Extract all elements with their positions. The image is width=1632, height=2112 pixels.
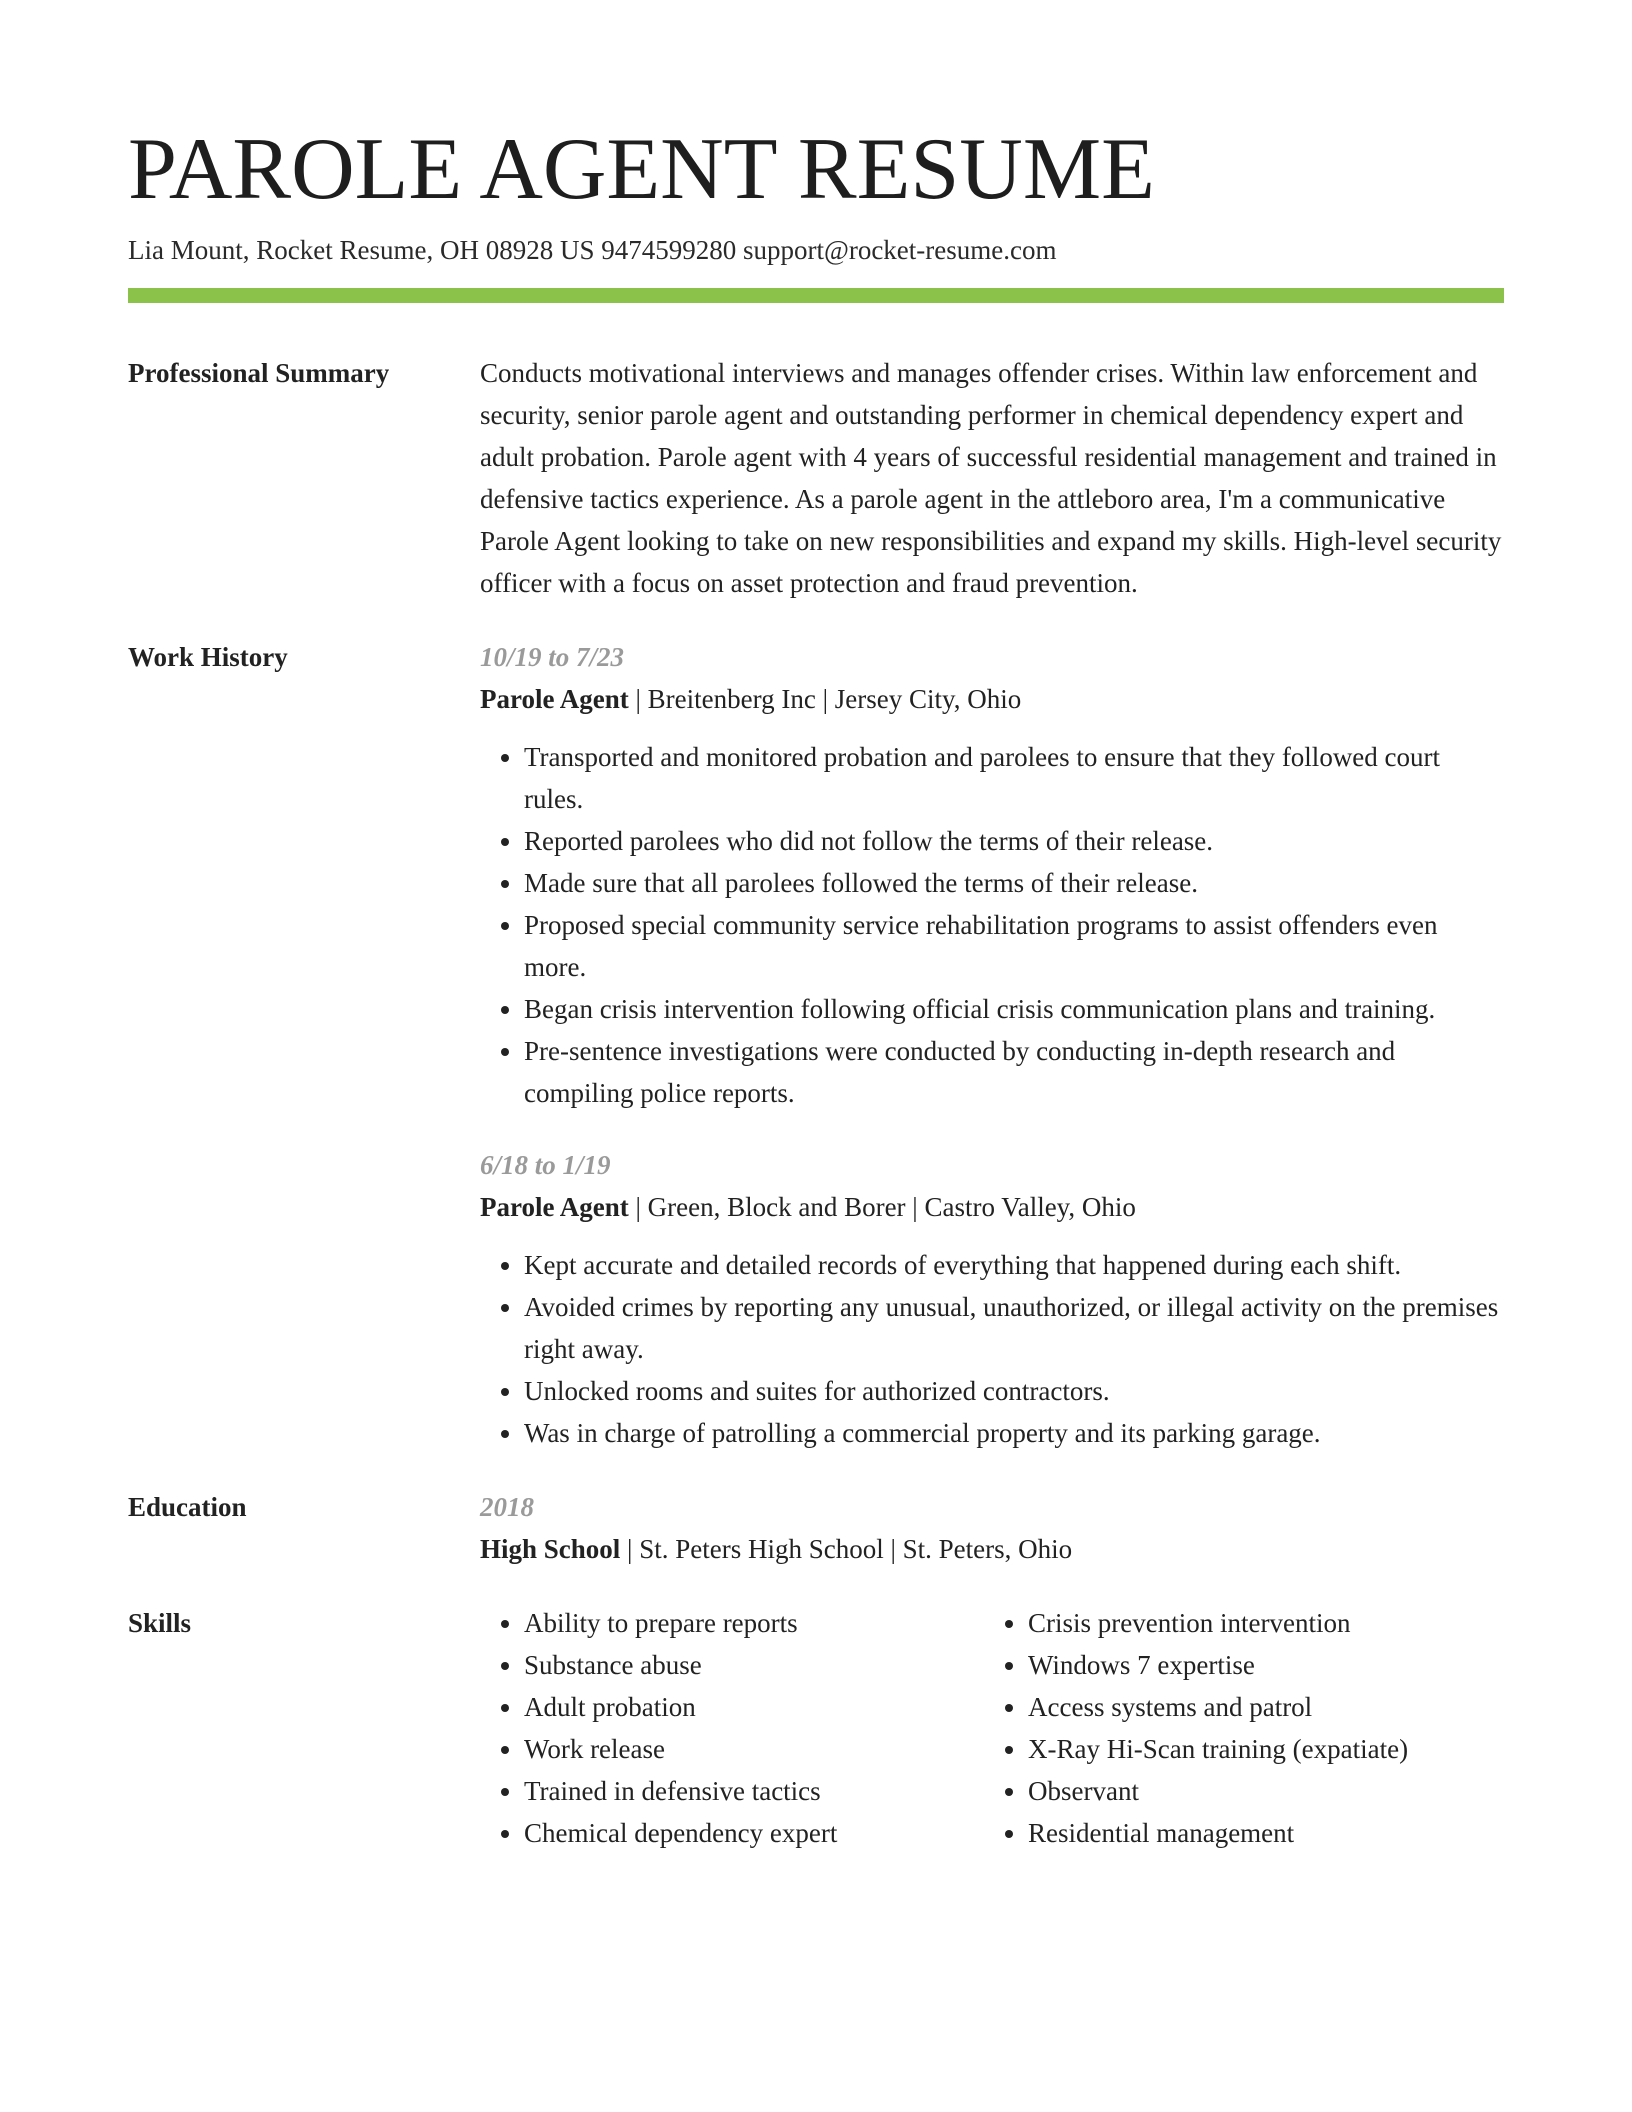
education-heading (480, 1528, 1504, 1570)
list-item: • Transported and monitored probation and parolees to ensure that they followed court rules. (524, 736, 1504, 820)
education-degree: High School (480, 1534, 621, 1564)
job-entry (480, 1144, 1504, 1454)
skill-item: • Ability to prepare reports (524, 1602, 984, 1644)
section-label-summary: Professional Summary (128, 358, 390, 388)
list-item: • Began crisis intervention following official crisis communication plans and training. (524, 988, 1504, 1030)
accent-divider (128, 288, 1504, 303)
skill-item: • Observant (1028, 1770, 1528, 1812)
section-label-education: Education (128, 1492, 247, 1522)
job-heading (480, 1186, 1504, 1228)
job-title: Parole Agent (480, 1192, 629, 1222)
skill-item: • Access systems and patrol (1028, 1686, 1528, 1728)
skill-item: • Adult probation (524, 1686, 984, 1728)
section-label-work: Work History (128, 642, 288, 672)
contact-line: Lia Mount, Rocket Resume, OH 08928 US 9474599280 support@rocket-resume.com (128, 235, 1057, 265)
job-bullet-list (480, 736, 1504, 1114)
skills-body (480, 1602, 1528, 1854)
skill-item: • Chemical dependency expert (524, 1812, 984, 1854)
skill-item: • Crisis prevention intervention (1028, 1602, 1528, 1644)
job-dates: 10/19 to 7/23 (480, 642, 625, 672)
skill-item: • Residential management (1028, 1812, 1528, 1854)
skill-item: • X-Ray Hi-Scan training (expatiate) (1028, 1728, 1528, 1770)
education-details: | St. Peters High School | St. Peters, Ohio (620, 1534, 1073, 1564)
education-year: 2018 (480, 1492, 534, 1522)
list-item: • Pre-sentence investigations were conducted by conducting in-depth research and compiling police reports. (524, 1030, 1504, 1114)
summary-text: Conducts motivational interviews and manages offender crises. Within law enforcement and security, senior parole agent and outstanding performer in chemical dependency expert and adult probation. Parole agent with 4 years of successful residential management and trained in defensive tactics experience. As a parole agent in the attleboro area, I'm a communicative Parole Agent looking to take on new responsibilities and expand my skills. High-level security officer with a focus on asset protection and fraud prevention. (480, 358, 1502, 598)
job-title: Parole Agent (480, 684, 629, 714)
work-history-section (128, 636, 1504, 1454)
skill-item: • Trained in defensive tactics (524, 1770, 984, 1812)
list-item: • Reported parolees who did not follow the terms of their release. (524, 820, 1504, 862)
job-bullet-list (480, 1244, 1504, 1454)
summary-section (128, 352, 1504, 604)
section-label-skills: Skills (128, 1608, 192, 1638)
education-section (128, 1486, 1504, 1570)
education-body (480, 1486, 1504, 1570)
list-item: • Unlocked rooms and suites for authorized contractors. (524, 1370, 1504, 1412)
skill-item: • Substance abuse (524, 1644, 984, 1686)
job-heading (480, 678, 1504, 720)
list-item: • Kept accurate and detailed records of everything that happened during each shift. (524, 1244, 1504, 1286)
skills-list-left (480, 1602, 984, 1854)
list-item: • Was in charge of patrolling a commercial property and its parking garage. (524, 1412, 1504, 1454)
resume-title: PAROLE AGENT RESUME (128, 121, 1155, 218)
job-dates: 6/18 to 1/19 (480, 1150, 611, 1180)
job-entry (480, 636, 1504, 1114)
list-item: • Made sure that all parolees followed the terms of their release. (524, 862, 1504, 904)
skill-item: • Windows 7 expertise (1028, 1644, 1528, 1686)
resume-page (128, 120, 1504, 1854)
job-details: | Breitenberg Inc | Jersey City, Ohio (628, 684, 1022, 714)
work-history-body (480, 636, 1504, 1454)
skills-list-right (984, 1602, 1528, 1854)
list-item: • Proposed special community service rehabilitation programs to assist offenders even more. (524, 904, 1504, 988)
skills-section (128, 1602, 1504, 1854)
skill-item: • Work release (524, 1728, 984, 1770)
job-details: | Green, Block and Borer | Castro Valley, Ohio (628, 1192, 1136, 1222)
list-item: • Avoided crimes by reporting any unusual, unauthorized, or illegal activity on the premises right away. (524, 1286, 1504, 1370)
